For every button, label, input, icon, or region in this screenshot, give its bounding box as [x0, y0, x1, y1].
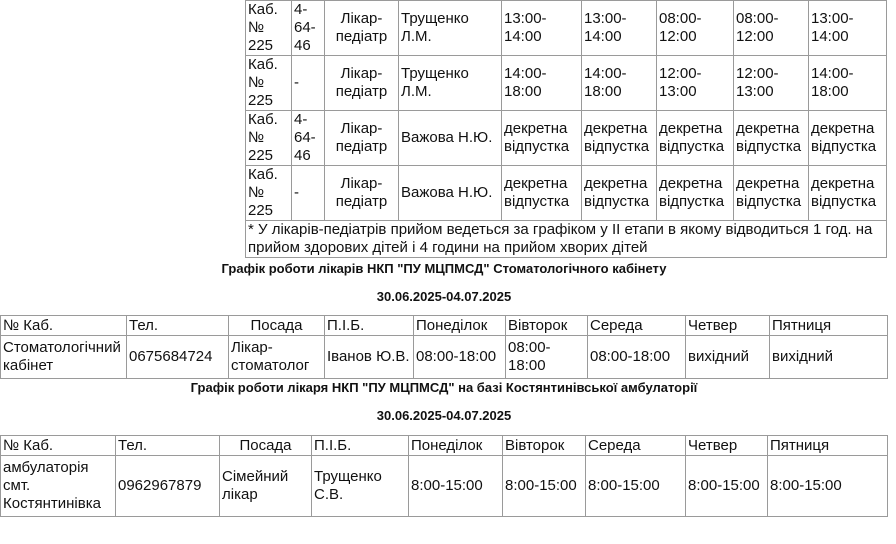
header-thu: Четвер [686, 436, 768, 456]
fri-cell: декретна відпустка [809, 111, 887, 166]
room-cell: Стоматологічний кабінет [1, 336, 127, 379]
tue-cell: 08:00-18:00 [506, 336, 588, 379]
table-row [246, 1, 887, 56]
header-room: № Каб. [1, 436, 116, 456]
dental-title: Графік роботи лікарів НКП "ПУ МЦПМСД" Стоматологічного кабінету [221, 261, 667, 276]
name-cell: Іванов Ю.В. [325, 336, 414, 379]
tel-cell: 4-64-46 [292, 111, 325, 166]
fri-cell: 13:00-14:00 [809, 1, 887, 56]
pediatric-note: * У лікарів-педіатрів прийом ведеться за графіком у ІІ етапи в якому відводиться 1 год. на прийом здорових дітей і 4 години на прийом хворих дітей [246, 221, 887, 258]
mon-cell: декретна відпустка [502, 111, 582, 166]
fri-cell: декретна відпустка [809, 166, 887, 221]
tel-cell: - [292, 166, 325, 221]
position-cell: Лікар-стоматолог [229, 336, 325, 379]
tue-cell: декретна відпустка [582, 166, 657, 221]
ambulatory-schedule-table [0, 435, 888, 517]
header-tel: Тел. [116, 436, 220, 456]
name-cell: Важова Н.Ю. [399, 166, 502, 221]
header-wed: Середа [586, 436, 686, 456]
mon-cell: 08:00-18:00 [414, 336, 506, 379]
pediatric-schedule-table [245, 0, 887, 258]
dental-date: 30.06.2025-04.07.2025 [376, 289, 512, 304]
thu-cell: декретна відпустка [734, 166, 809, 221]
header-tue: Вівторок [506, 316, 588, 336]
thu-cell: 12:00-13:00 [734, 56, 809, 111]
table-header-row [1, 316, 888, 336]
header-position: Посада [220, 436, 312, 456]
header-position: Посада [229, 316, 325, 336]
header-mon: Понеділок [409, 436, 503, 456]
header-fri: Пятниця [770, 316, 888, 336]
wed-cell: 8:00-15:00 [586, 456, 686, 517]
header-tue: Вівторок [503, 436, 586, 456]
note-row [246, 221, 887, 258]
tel-cell: - [292, 56, 325, 111]
room-cell: амбулаторія смт. Костянтинівка [1, 456, 116, 517]
tel-cell: 4-64-46 [292, 1, 325, 56]
thu-cell: 8:00-15:00 [686, 456, 768, 517]
ambulatory-title: Графік роботи лікаря НКП "ПУ МЦПМСД" на базі Костянтинівської амбулаторії [190, 380, 698, 395]
header-fri: Пятниця [768, 436, 888, 456]
tue-cell: 8:00-15:00 [503, 456, 586, 517]
header-mon: Понеділок [414, 316, 506, 336]
name-cell: Трущенко Л.М. [399, 56, 502, 111]
wed-cell: 08:00-18:00 [588, 336, 686, 379]
thu-cell: декретна відпустка [734, 111, 809, 166]
thu-cell: 08:00-12:00 [734, 1, 809, 56]
name-cell: Трущенко Л.М. [399, 1, 502, 56]
wed-cell: 08:00-12:00 [657, 1, 734, 56]
table-row [1, 336, 888, 379]
mon-cell: 14:00-18:00 [502, 56, 582, 111]
mon-cell: 13:00-14:00 [502, 1, 582, 56]
fri-cell: 8:00-15:00 [768, 456, 888, 517]
tue-cell: 13:00-14:00 [582, 1, 657, 56]
header-name: П.І.Б. [325, 316, 414, 336]
fri-cell: 14:00-18:00 [809, 56, 887, 111]
tue-cell: 14:00-18:00 [582, 56, 657, 111]
wed-cell: декретна відпустка [657, 166, 734, 221]
wed-cell: 12:00-13:00 [657, 56, 734, 111]
dental-schedule-table [0, 315, 888, 379]
tel-cell: 0675684724 [127, 336, 229, 379]
position-cell: Лікар-педіатр [325, 1, 399, 56]
room-cell: Каб. № 225 [246, 56, 292, 111]
fri-cell: вихідний [770, 336, 888, 379]
header-room: № Каб. [1, 316, 127, 336]
position-cell: Лікар-педіатр [325, 166, 399, 221]
thu-cell: вихідний [686, 336, 770, 379]
header-tel: Тел. [127, 316, 229, 336]
table-row [246, 56, 887, 111]
ambulatory-date: 30.06.2025-04.07.2025 [376, 408, 512, 423]
position-cell: Лікар-педіатр [325, 111, 399, 166]
room-cell: Каб. № 225 [246, 166, 292, 221]
table-row [246, 111, 887, 166]
room-cell: Каб. № 225 [246, 111, 292, 166]
tel-cell: 0962967879 [116, 456, 220, 517]
header-thu: Четвер [686, 316, 770, 336]
header-wed: Середа [588, 316, 686, 336]
table-header-row [1, 436, 888, 456]
wed-cell: декретна відпустка [657, 111, 734, 166]
room-cell: Каб. № 225 [246, 1, 292, 56]
mon-cell: 8:00-15:00 [409, 456, 503, 517]
header-name: П.І.Б. [312, 436, 409, 456]
mon-cell: декретна відпустка [502, 166, 582, 221]
position-cell: Сімейний лікар [220, 456, 312, 517]
table-row [1, 456, 888, 517]
table-row [246, 166, 887, 221]
tue-cell: декретна відпустка [582, 111, 657, 166]
position-cell: Лікар-педіатр [325, 56, 399, 111]
name-cell: Важова Н.Ю. [399, 111, 502, 166]
name-cell: Трущенко С.В. [312, 456, 409, 517]
